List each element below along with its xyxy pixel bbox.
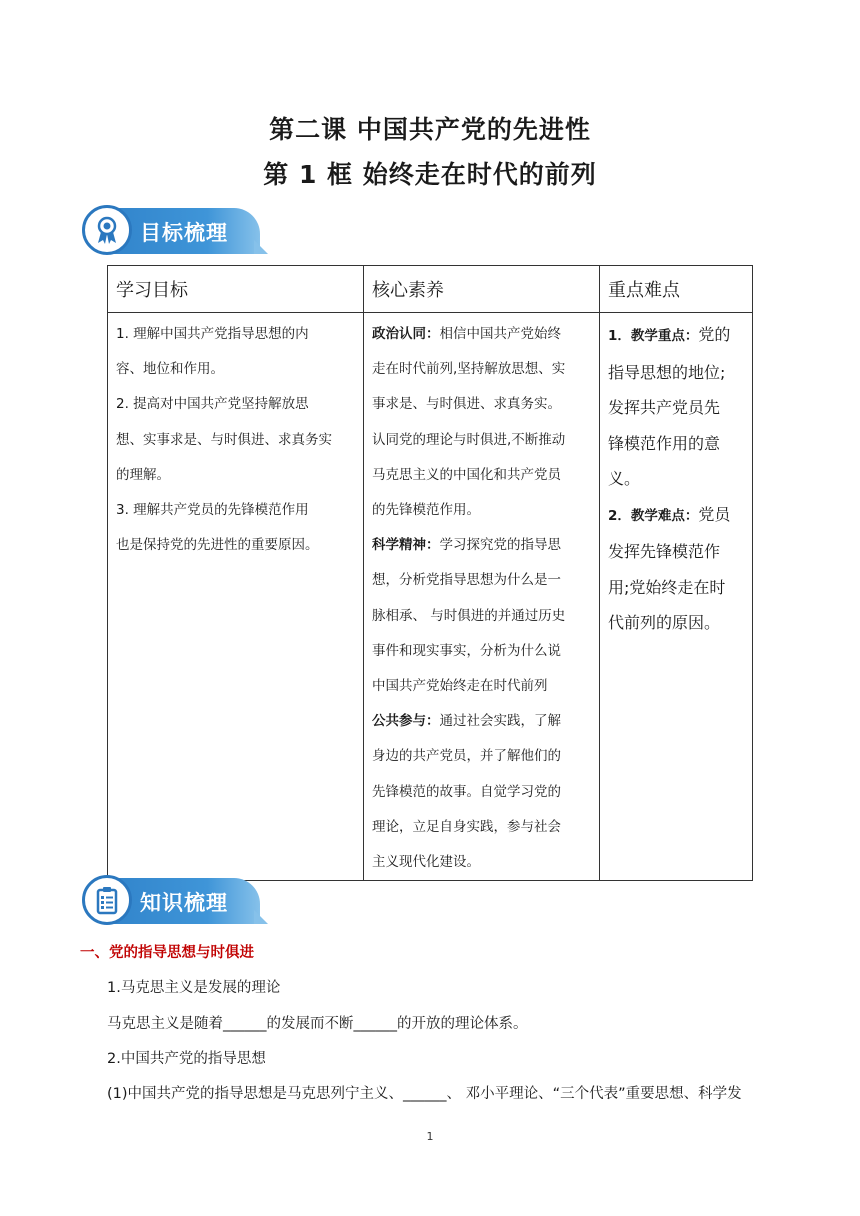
- public-label: 公共参与：: [372, 713, 440, 730]
- frame-title: 第 1 框 始终走在时代的前列: [263, 160, 597, 189]
- literacy-line: [372, 528, 591, 563]
- literacy-line: 理论，立足自身实践，参与社会: [372, 818, 561, 835]
- item2-title: 2.中国共产党的指导思想: [107, 1051, 266, 1067]
- knowledge-banner: [84, 878, 260, 924]
- header-objectives: 学习目标: [108, 266, 364, 313]
- objective-line: 1. 理解中国共产党指导思想的内: [116, 326, 309, 342]
- key-point-line: 义。: [608, 469, 641, 488]
- key-point-line: 用;党始终走在时: [608, 577, 726, 597]
- literacy-line: 马克思主义的中国化和共产党员: [372, 466, 561, 483]
- science-label: 科学精神：: [372, 537, 440, 554]
- key-point-text: 党员: [698, 504, 731, 524]
- key-point-line: 发挥先锋模范作: [608, 542, 721, 561]
- literacy-line: 事求是、与时俱进、求真务实。: [372, 396, 561, 413]
- objective-line: 3. 理解共产党员的先锋模范作用: [116, 502, 309, 519]
- item2-text: (1)中国共产党的指导思想是马克思列宁主义、______、 邓小平理论、“三个代表”重要思想、科学发: [107, 1086, 742, 1102]
- objective-line: 2. 提高对中国共产党坚持解放思: [116, 396, 309, 413]
- literacy-line: 想，分析党指导思想为什么是一: [372, 572, 561, 589]
- objective-line: 的理解。: [116, 466, 170, 483]
- key-point-text: 党的: [698, 325, 731, 344]
- literacy-text: 学习探究党的指导思: [439, 537, 561, 554]
- goals-banner: [84, 208, 260, 254]
- award-ribbon-icon: [82, 205, 132, 255]
- goals-banner-label: 目标梳理: [140, 221, 228, 245]
- literacy-line: 身边的共产党员，并了解他们的: [372, 748, 561, 765]
- table-header-row: [108, 266, 753, 313]
- key-points-cell: [600, 313, 753, 881]
- section-heading: 一、党的指导思想与时俱进: [80, 945, 254, 961]
- key-point-line: 指导思想的地位;: [608, 362, 726, 382]
- banner-tail: [254, 240, 268, 254]
- literacy-text: 通过社会实践，了解: [439, 713, 561, 730]
- literacy-line: 主义现代化建设。: [372, 854, 480, 871]
- objective-line: 想、实事求是、与时俱进、求真务实: [116, 431, 332, 448]
- literacy-cell: [364, 313, 600, 881]
- clipboard-list-icon: [82, 875, 132, 925]
- page-number: 1: [426, 1130, 434, 1143]
- literacy-line: 先锋模范的故事。自觉学习党的: [372, 783, 561, 800]
- literacy-line: [372, 317, 591, 352]
- key-point-line: 锋模范作用的意: [608, 433, 721, 453]
- literacy-line: 事件和现实事实，分析为什么说: [372, 642, 561, 659]
- objectives-cell: [108, 313, 364, 881]
- key-point-line: [608, 497, 744, 535]
- item1-title: 1.马克思主义是发展的理论: [107, 980, 281, 996]
- political-label: 政治认同：: [372, 326, 440, 342]
- literacy-line: 的先锋模范作用。: [372, 502, 480, 519]
- item1-text: 马克思主义是随着______的发展而不断______的开放的理论体系。: [107, 1016, 528, 1032]
- goals-table: [107, 265, 753, 881]
- key-point-line: 发挥共产党员先: [608, 398, 721, 417]
- lesson-title: 第二课 中国共产党的先进性: [269, 115, 591, 144]
- header-key-points: 重点难点: [600, 266, 753, 313]
- literacy-line: 认同党的理论与时俱进,不断推动: [372, 431, 566, 448]
- literacy-text: 相信中国共产党始终: [439, 326, 561, 342]
- literacy-line: [372, 704, 591, 739]
- literacy-line: 中国共产党始终走在时代前列: [372, 678, 548, 695]
- literacy-line: 脉相承、 与时俱进的并通过历史: [372, 607, 566, 624]
- key-point-line: [608, 317, 744, 355]
- knowledge-banner-label: 知识梳理: [140, 891, 228, 915]
- difficulty-label: 2．教学难点：: [608, 507, 699, 524]
- key-point-line: 代前列的原因。: [608, 613, 721, 632]
- objective-line: 容、地位和作用。: [116, 361, 224, 378]
- objective-line: 也是保持党的先进性的重要原因。: [116, 537, 319, 554]
- table-body-row: [108, 313, 753, 881]
- literacy-line: 走在时代前列,坚持解放思想、实: [372, 361, 566, 378]
- focus-label: 1．教学重点：: [608, 328, 699, 344]
- banner-tail: [254, 910, 268, 924]
- header-literacy: 核心素养: [364, 266, 600, 313]
